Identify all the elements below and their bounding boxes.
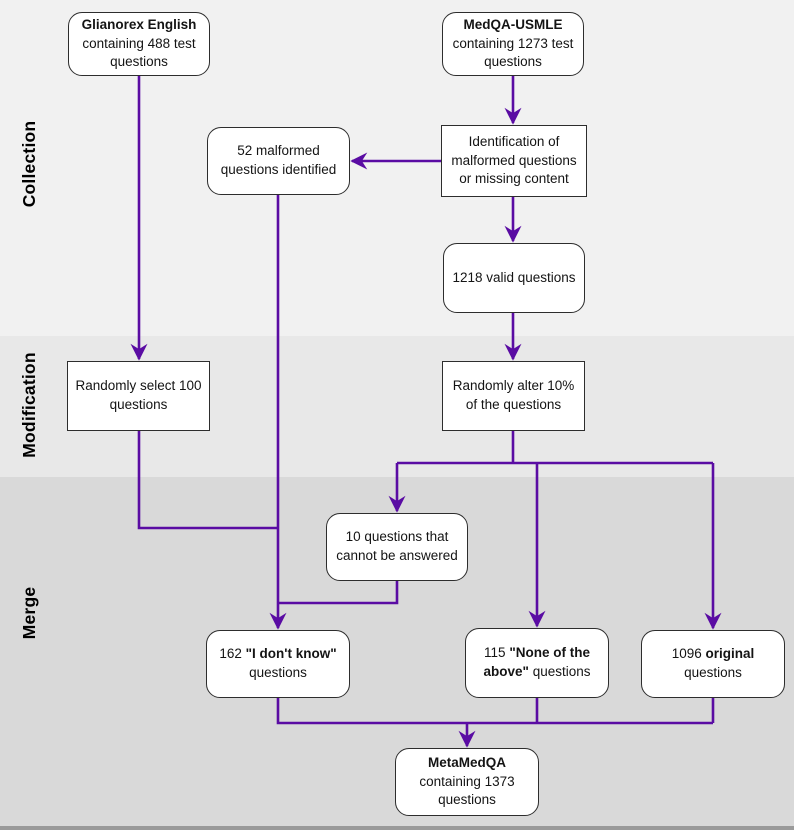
node-identification: Identification of malformed questions or missing content [441,125,587,197]
line-alter10-split [397,431,713,463]
node-randomly-alter-10: Randomly alter 10% of the questions [442,361,585,431]
line-cannot-to-join [278,581,397,603]
node-original-questions: 1096 original questions [641,630,785,698]
phase-label-modification: Modification [19,352,39,458]
node-cannot-be-answered: 10 questions that cannot be answered [326,513,468,581]
phase-label-collection: Collection [19,120,39,208]
node-none-of-the-above: 115 "None of the above" questions [465,628,609,698]
node-malformed-questions: 52 malformed questions identified [207,127,350,195]
node-medqa-usmle: MedQA-USMLE containing 1273 test questions [442,12,584,76]
phase-label-merge: Merge [19,586,39,640]
line-select100-to-join [139,431,278,528]
node-glianorex-english: Glianorex English containing 488 test questions [68,12,210,76]
node-metamedqa: MetaMedQA containing 1373 questions [395,748,539,816]
node-i-dont-know: 162 "I don't know" questions [206,630,350,698]
node-randomly-select-100: Randomly select 100 questions [67,361,210,431]
line-bottom-merge [278,698,713,723]
node-valid-questions: 1218 valid questions [443,243,585,313]
